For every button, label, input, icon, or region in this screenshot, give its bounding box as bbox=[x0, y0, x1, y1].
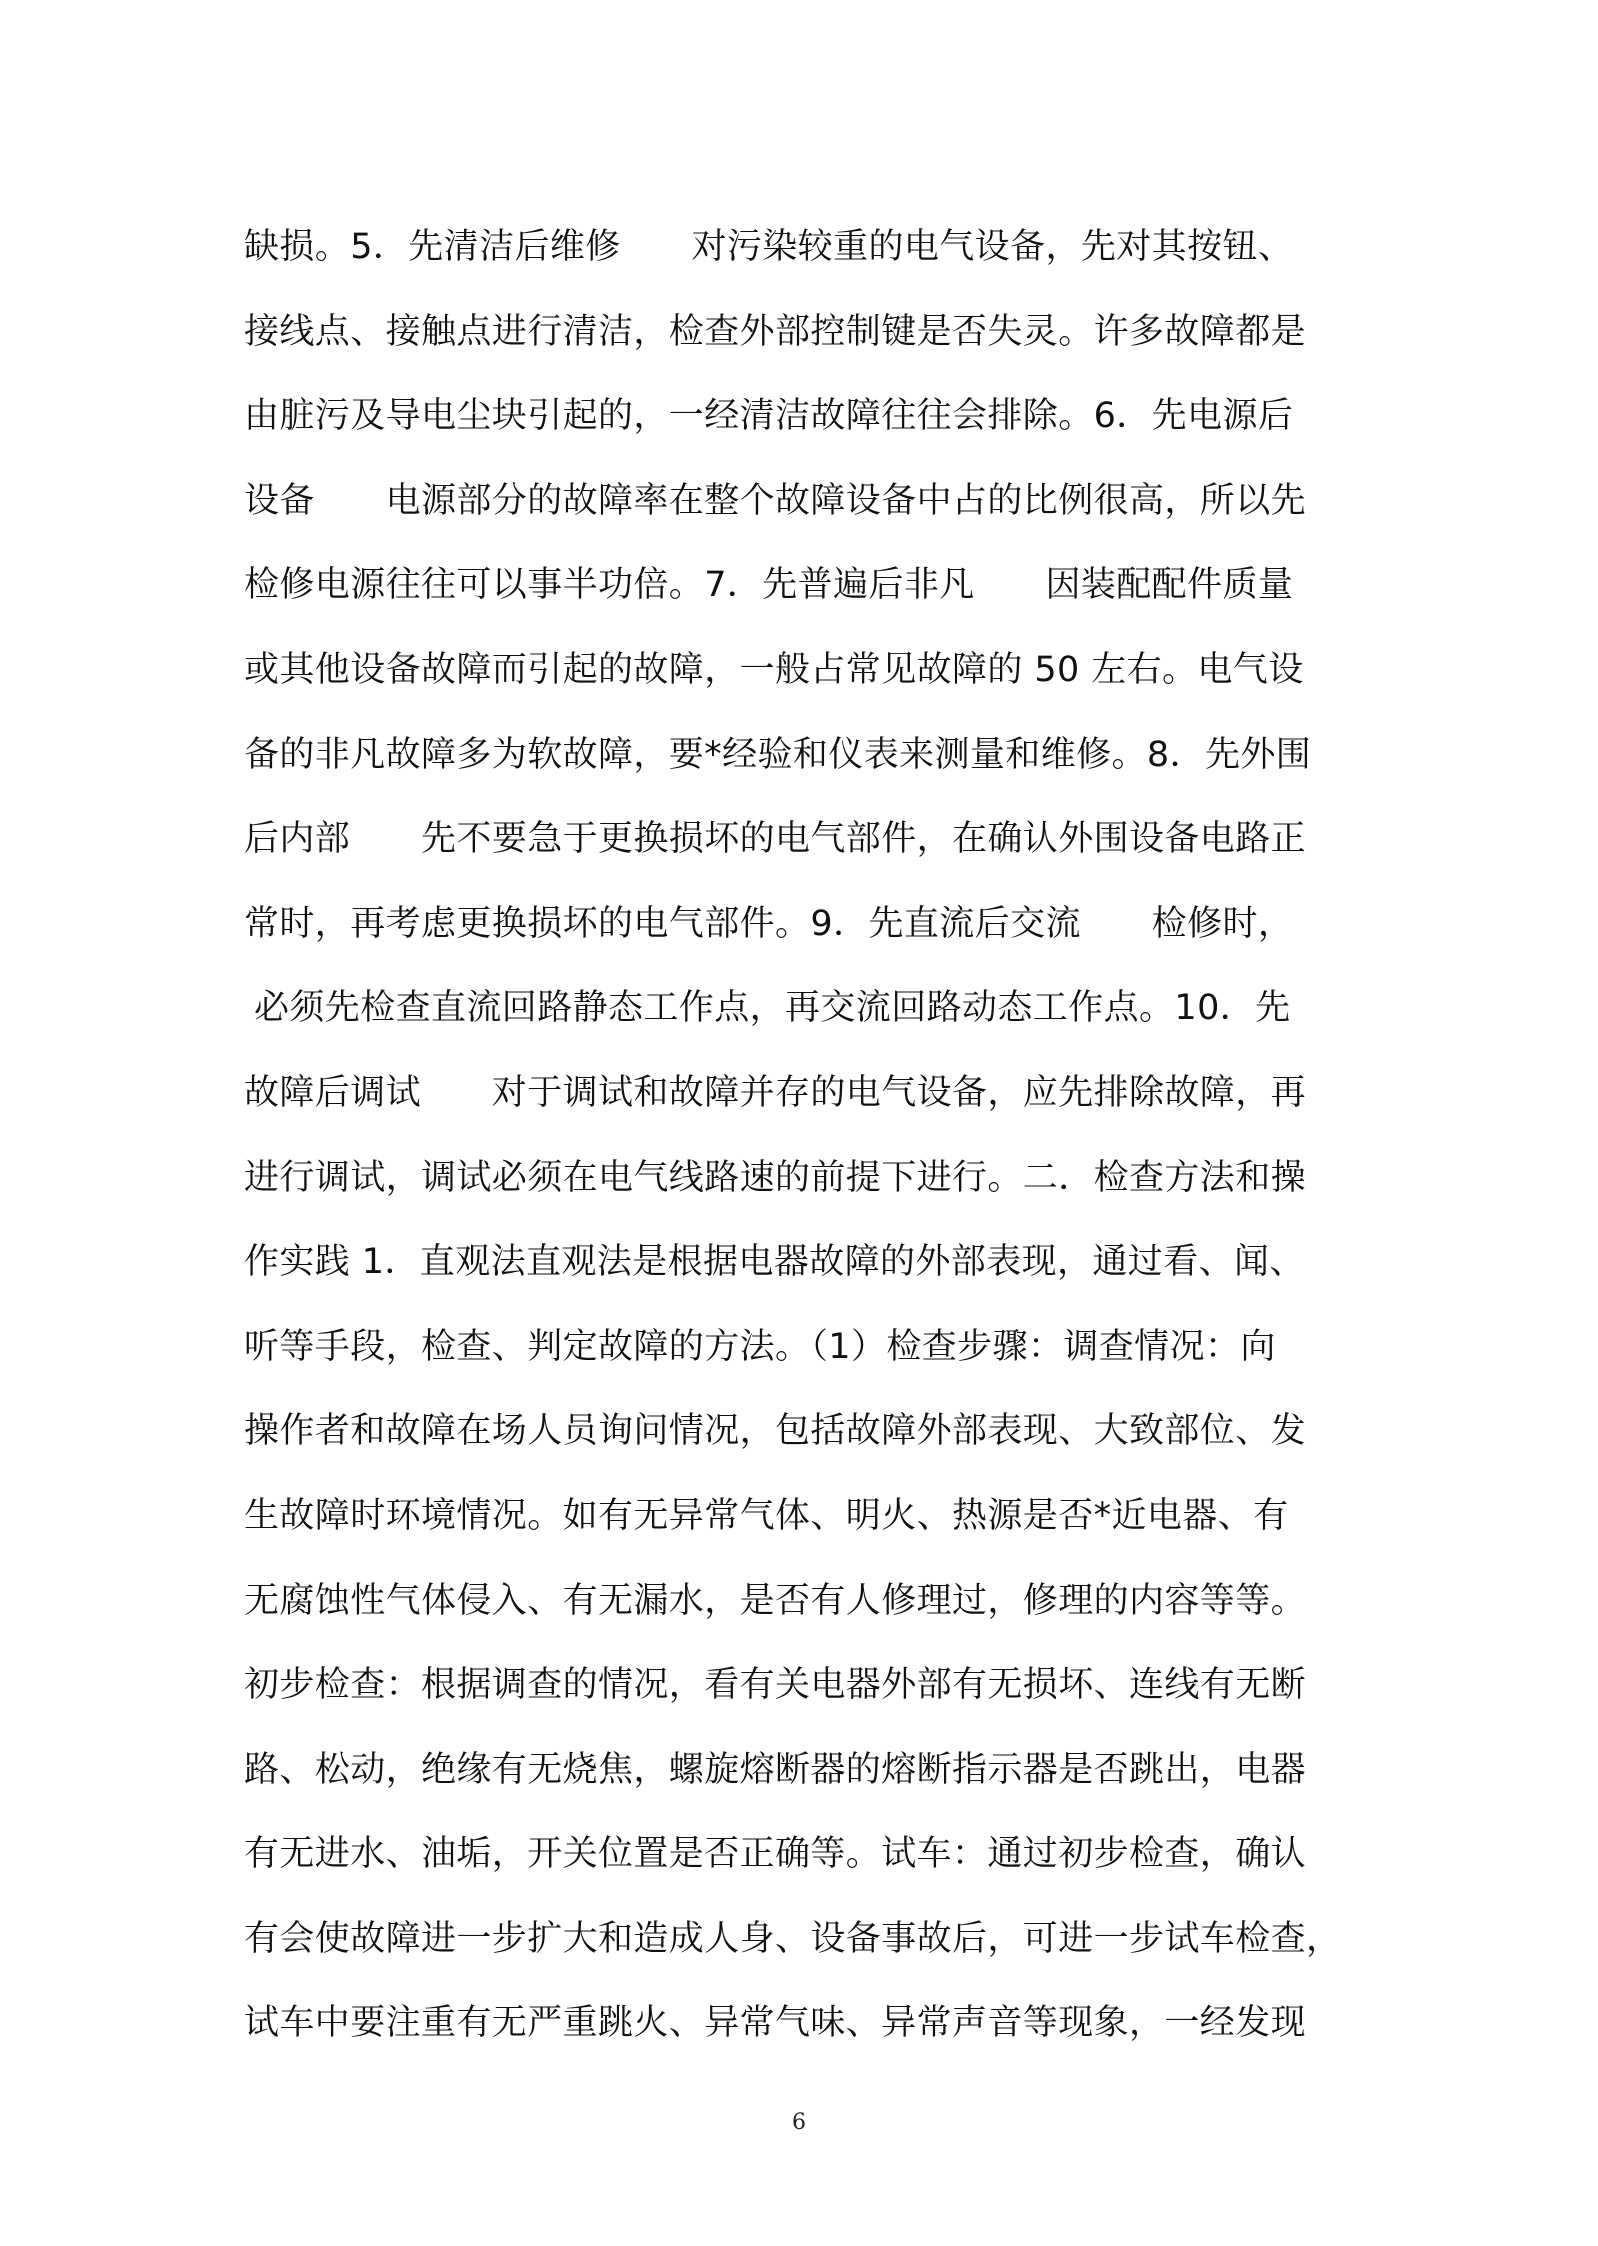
text-line: 作实践 1．直观法直观法是根据电器故障的外部表现，通过看、闻、 bbox=[244, 1242, 1305, 1283]
text-line: 操作者和故障在场人员询问情况，包括故障外部表现、大致部位、发 bbox=[244, 1411, 1307, 1452]
text-line: 常时，再考虑更换损坏的电气部件。9．先直流后交流 检修时， bbox=[244, 903, 1294, 944]
text-line: 必须先检查直流回路静态工作点，再交流回路动态工作点。10．先 bbox=[254, 988, 1291, 1029]
text-line: 备的非凡故障多为软故障，要*经验和仪表来测量和维修。8．先外围 bbox=[244, 734, 1312, 775]
text-line: 故障后调试 对于调试和故障并存的电气设备，应先排除故障，再 bbox=[244, 1072, 1307, 1113]
page-number: 6 bbox=[792, 2110, 806, 2135]
text-line: 或其他设备故障而引起的故障，一般占常见故障的 50 左右。电气设 bbox=[244, 649, 1304, 690]
text-line: 由脏污及导电尘块引起的，一经清洁故障往往会排除。6．先电源后 bbox=[244, 396, 1294, 437]
text-line: 缺损。5．先清洁后维修 对污染较重的电气设备，先对其按钮、 bbox=[244, 227, 1294, 267]
text-line: 无腐蚀性气体侵入、有无漏水，是否有人修理过，修理的内容等等。 bbox=[244, 1580, 1307, 1621]
text-line: 检修电源往往可以事半功倍。7．先普遍后非凡 因装配配件质量 bbox=[244, 565, 1294, 606]
body-text bbox=[244, 205, 1374, 2066]
text-line: 接线点、接触点进行清洁，检查外部控制键是否失灵。许多故障都是 bbox=[244, 311, 1307, 352]
text-line: 有无进水、油垢，开关位置是否正确等。试车：通过初步检查，确认 bbox=[244, 1834, 1307, 1875]
text-line: 进行调试，调试必须在电气线路速的前提下进行。二．检查方法和操 bbox=[244, 1157, 1307, 1198]
text-line: 有会使故障进一步扩大和造成人身、设备事故后，可进一步试车检查， bbox=[244, 1918, 1342, 1959]
text-line: 生故障时环境情况。如有无异常气体、明火、热源是否*近电器、有 bbox=[244, 1495, 1289, 1536]
text-line: 路、松动，绝缘有无烧焦，螺旋熔断器的熔断指示器是否跳出，电器 bbox=[244, 1749, 1307, 1790]
text-line: 听等手段，检查、判定故障的方法。（1）检查步骤：调查情况：向 bbox=[244, 1326, 1276, 1367]
text-line: 后内部 先不要急于更换损坏的电气部件，在确认外围设备电路正 bbox=[244, 819, 1307, 860]
text-line: 试车中要注重有无严重跳火、异常气味、异常声音等现象，一经发现 bbox=[244, 2003, 1307, 2044]
text-line: 初步检查：根据调查的情况，看有关电器外部有无损坏、连线有无断 bbox=[244, 1665, 1307, 1706]
text-line: 设备 电源部分的故障率在整个故障设备中占的比例很高，所以先 bbox=[244, 480, 1307, 521]
